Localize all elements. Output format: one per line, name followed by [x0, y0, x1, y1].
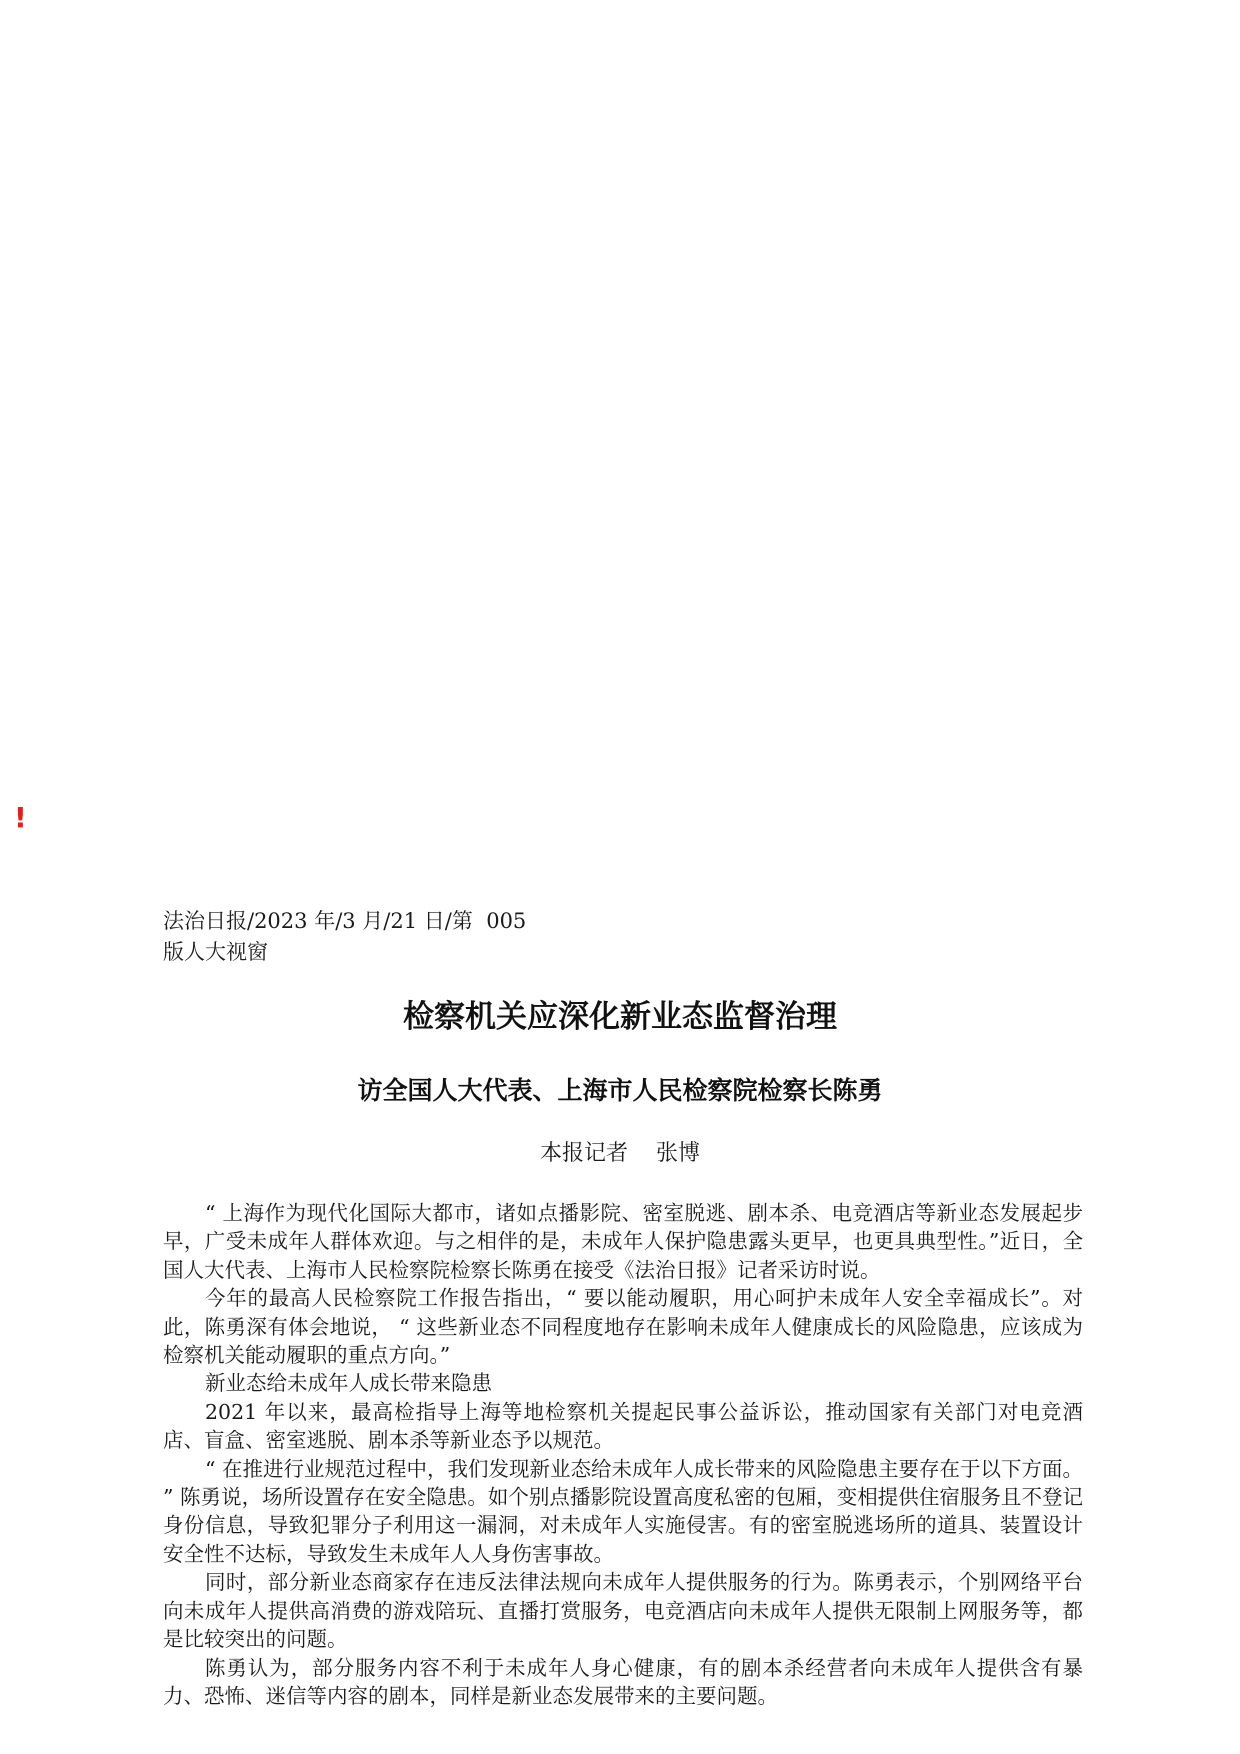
paragraph: “ 上海作为现代化国际大都市，诸如点播影院、密室脱逃、剧本杀、电竞酒店等新业态发展起步早，广受未成年人群体欢迎。与之相伴的是，未成年人保护隐患露头更早，也更具典型性。”近日，全国人大代表、上海市人民检察院检察长陈勇在接受《法治日报》记者采访时说。: [163, 1201, 1083, 1282]
paragraph: 2021 年以来，最高检指导上海等地检察机关提起民事公益诉讼，推动国家有关部门对电竞酒店、盲盒、密室逃脱、剧本杀等新业态予以规范。: [163, 1399, 1083, 1453]
article-byline: 本报记者 张博: [540, 1141, 700, 1166]
source-line-1: 法治日报/2023 年/3 月/21 日/第 005: [163, 909, 527, 933]
article-subtitle: 访全国人大代表、上海市人民检察院检察长陈勇: [357, 1076, 883, 1105]
paragraph: 陈勇认为，部分服务内容不利于未成年人身心健康，有的剧本杀经营者向未成年人提供含有暴力、恐怖、迷信等内容的剧本，同样是新业态发展带来的主要问题。: [163, 1655, 1083, 1708]
paragraph: 今年的最高人民检察院工作报告指出，“ 要以能动履职，用心呵护未成年人安全幸福成长”。对此，陈勇深有体会地说， “ 这些新业态不同程度地存在影响未成年人健康成长的风险隐患，应该成为检察机关能动履职的重点方向。”: [163, 1286, 1083, 1368]
paragraph: 同时，部分新业态商家存在违反法律法规向未成年人提供服务的行为。陈勇表示，个别网络平台向未成年人提供高消费的游戏陪玩、直播打赏服务，电竞酒店向未成年人提供无限制上网服务等，都是比较突出的问题。: [163, 1570, 1083, 1652]
source-info: [163, 906, 526, 968]
source-line-2: 版人大视窗: [163, 940, 268, 964]
article-title: 检察机关应深化新业态监督治理: [403, 999, 837, 1035]
warning-mark: !: [14, 801, 27, 834]
paragraph: “ 在推进行业规范过程中，我们发现新业态给未成年人成长带来的风险隐患主要存在于以下方面。 ” 陈勇说，场所设置存在安全隐患。如个别点播影院设置高度私密的包厢，变相提供住宿服务且不登记身份信息，导致犯罪分子利用这一漏洞，对未成年人实施侵害。有的密室脱逃场所的道具、装置设计安全性不达标，导致发生未成年人人身伤害事故。: [163, 1456, 1083, 1566]
article-body: [163, 1199, 1083, 1710]
section-heading: 新业态给未成年人成长带来隐患: [205, 1371, 492, 1396]
